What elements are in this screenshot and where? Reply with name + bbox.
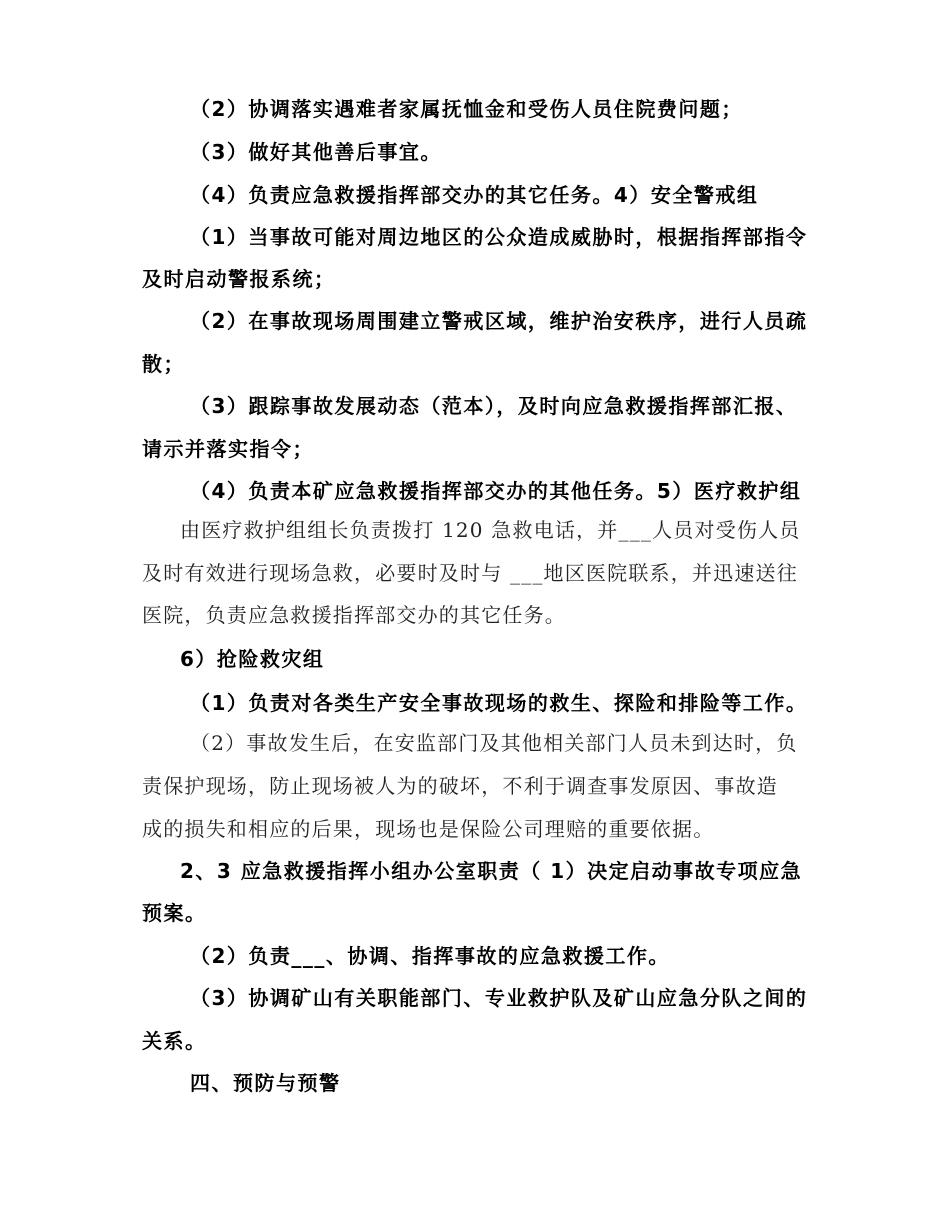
paragraph-line: 及时有效进行现场急救，必要时及时与 ___地区医院联系，并迅速送往 <box>142 561 798 585</box>
paragraph-line: （1）负责对各类生产安全事故现场的救生、探险和排险等工作。 <box>190 691 808 715</box>
paragraph-line: 预案。 <box>142 901 207 925</box>
paragraph-line: （4）负责本矿应急救援指挥部交办的其他任务。5）医疗救护组 <box>190 479 802 503</box>
paragraph-line: 医院，负责应急救援指挥部交办的其它任务。 <box>142 603 566 627</box>
paragraph-line: （2）在事故现场周围建立警戒区域，维护治安秩序，进行人员疏 <box>190 309 808 333</box>
paragraph-line: 散； <box>142 352 185 376</box>
paragraph-line: （2）事故发生后，在安监部门及其他相关部门人员未到达时，负 <box>190 731 798 755</box>
paragraph-line: 及时启动警报系统； <box>142 267 336 291</box>
paragraph-line: （4）负责应急救援指挥部交办的其它任务。4）安全警戒组 <box>190 183 759 207</box>
paragraph-line: （3）做好其他善后事宜。 <box>190 140 442 164</box>
paragraph-line: 关系。 <box>142 1029 207 1053</box>
paragraph-line: （3）跟踪事故发展动态（范本），及时向应急救援指挥部汇报、 <box>190 394 798 418</box>
paragraph-line: 由医疗救护组组长负责拨打 120 急救电话，并___人员对受伤人员 <box>180 518 801 542</box>
section-heading: 四、预防与预警 <box>190 1071 341 1095</box>
paragraph-line: 2、3 应急救援指挥小组办公室职责（ 1）决定启动事故专项应急 <box>180 859 803 883</box>
section-heading: 6）抢险救灾组 <box>180 647 325 671</box>
paragraph-line: （3）协调矿山有关职能部门、专业救护队及矿山应急分队之间的 <box>190 986 808 1010</box>
paragraph-line: （2）负责___、协调、指挥事故的应急救援工作。 <box>190 944 670 968</box>
paragraph-line: 请示并落实指令； <box>142 437 314 461</box>
paragraph-line: 责保护现场，防止现场被人为的破坏，不利于调查事发原因、事故造 <box>142 774 778 798</box>
paragraph-line: 成的损失和相应的后果，现场也是保险公司理赔的重要依据。 <box>142 817 715 841</box>
paragraph-line: （1）当事故可能对周边地区的公众造成威胁时，根据指挥部指令 <box>190 225 808 249</box>
paragraph-line: （2）协调落实遇难者家属抚恤金和受伤人员住院费问题； <box>190 97 743 121</box>
